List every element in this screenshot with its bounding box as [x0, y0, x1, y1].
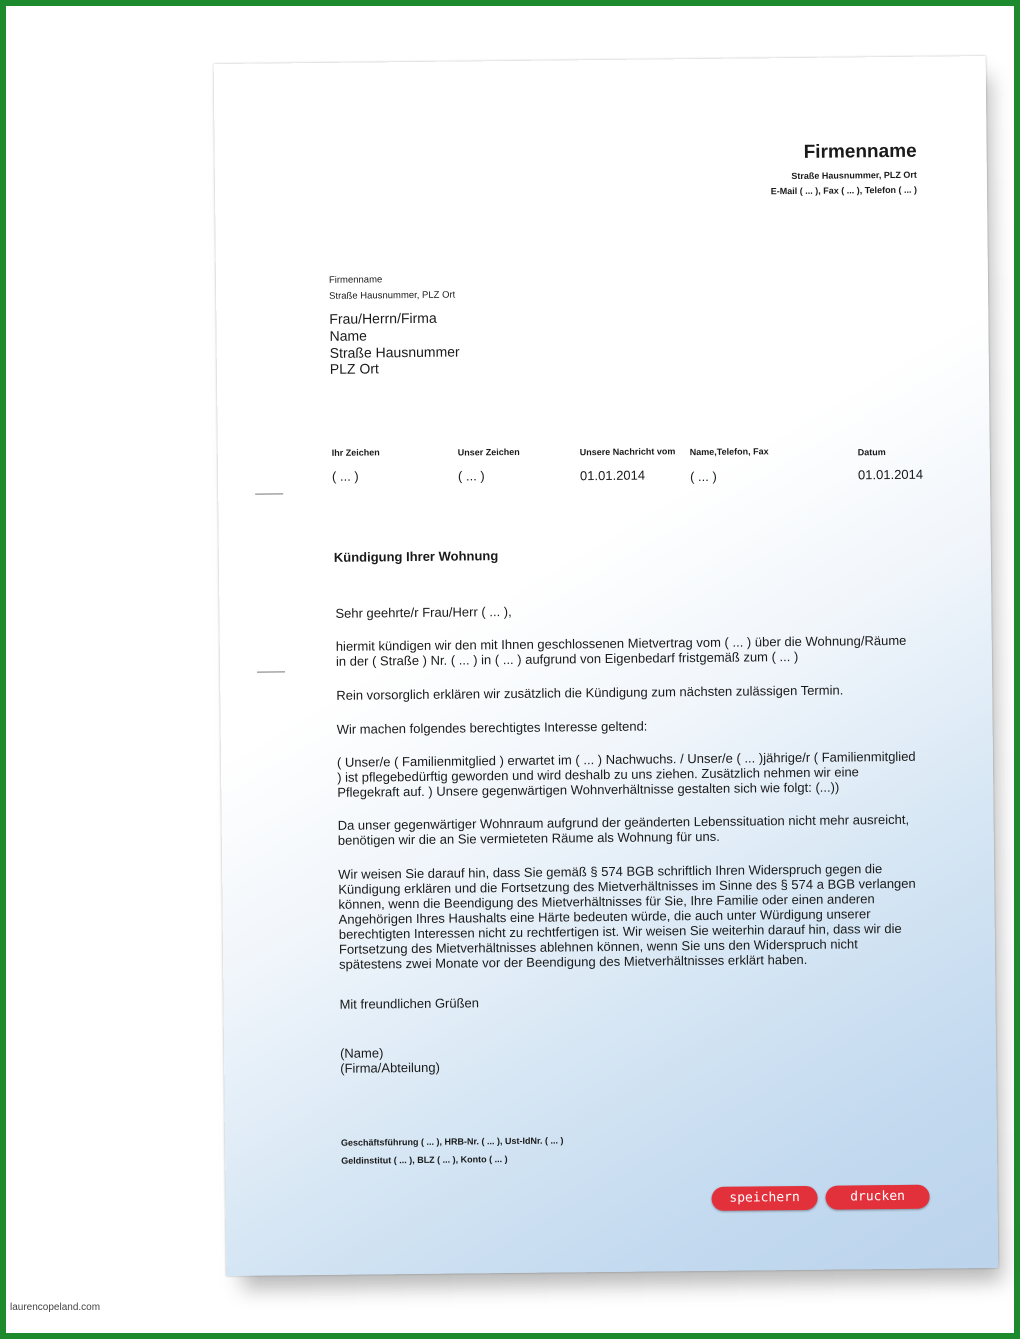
ref-label-unser-zeichen: Unser Zeichen: [457, 446, 520, 458]
save-button[interactable]: speichern: [711, 1186, 817, 1211]
letter-page: [214, 56, 999, 1276]
recipient-city: PLZ Ort: [329, 360, 379, 377]
ref-value-unser-zeichen: ( ... ): [457, 468, 485, 484]
recipient-name: Name: [329, 327, 367, 344]
ref-value-ihr-zeichen: ( ... ): [331, 468, 359, 484]
recipient-street: Straße Hausnummer: [329, 343, 460, 361]
fold-mark-middle: [257, 671, 285, 672]
watermark: laurencopeland.com: [10, 1302, 101, 1313]
signature-department: (Firma/Abteilung): [340, 1059, 440, 1076]
body-paragraph: ( Unser/e ( Familienmitglied ) erwartet im ( ... ) Nachwuchs. / Unser/e ( ... )jährige/r ( Familienmitglied ) ist pflegebedürftig geworden und wird deshalb zu uns ziehen. Zusätzlich nehmen wir eine Pflegekraft auf. ) Unsere gegenwärtigen Wohnverhältnisse gestalten sich wie folgt: (...)): [336, 748, 916, 800]
print-button[interactable]: drucken: [825, 1185, 929, 1210]
body-paragraph: hiermit kündigen wir den mit Ihnen geschlossenen Mietvertrag vom ( ... ) über die Wohnung/Räume in der ( Straße ) Nr. ( ... ) in ( ... ) aufgrund von Eigenbedarf fristgemäß zum ( ... ): [335, 632, 907, 669]
ref-label-name-telefon: Name,Telefon, Fax: [689, 446, 769, 458]
body-paragraph: Rein vorsorglich erklären wir zusätzlich die Kündigung zum nächsten zulässigen Termin.: [336, 682, 844, 703]
ref-value-datum: 01.01.2014: [857, 466, 924, 483]
sender-company: Firmenname: [328, 274, 383, 286]
sender-address: Straße Hausnummer, PLZ Ort: [329, 289, 456, 302]
letter-closing: Mit freundlichen Grüßen: [339, 995, 480, 1012]
letterhead-company-name: Firmenname: [803, 140, 917, 163]
letter-salutation: Sehr geehrte/r Frau/Herr ( ... ),: [335, 603, 512, 621]
ref-value-name-telefon: ( ... ): [689, 468, 717, 485]
ref-value-unsere-nachricht: 01.01.2014: [579, 467, 646, 484]
recipient-salutation: Frau/Herrn/Firma: [329, 309, 437, 327]
fold-mark-top: [255, 493, 283, 494]
body-paragraph: Wir weisen Sie darauf hin, dass Sie gemäß § 574 BGB schriftlich Ihren Widerspruch gegen die Kündigung erklären und die Fortsetzung des Mietverhältnisses im Sinne des § 574 a BGB verlangen können, wenn die Beendigung des Mietverhältnisses für Sie, Ihre Familie oder einen anderen Angehörigen Ihres Haushalts eine Härte bedeuten würde, die auch unter Würdigung unserer berechtigten Interessen nicht zu rechtfertigen ist. Wir weisen Sie weiterhin darauf hin, dass wir die Fortsetzung des Mietverhältnisses ablehnen können, wenn Sie uns den Widerspruch nicht spätestens zwei Monate vor der Beendigung des Mietverhältnisses erklärt haben.: [338, 861, 916, 972]
ref-label-unsere-nachricht: Unsere Nachricht vom: [579, 446, 676, 458]
signature-name: (Name): [339, 1045, 384, 1061]
letter-subject: Kündigung Ihrer Wohnung: [333, 548, 499, 565]
footer-registration: Geschäftsführung ( ... ), HRB-Nr. ( ... ), Ust-IdNr. ( ... ): [340, 1135, 564, 1148]
body-paragraph: Wir machen folgendes berechtigtes Interesse geltend:: [336, 718, 648, 737]
ref-label-ihr-zeichen: Ihr Zeichen: [331, 447, 380, 458]
ref-label-datum: Datum: [857, 447, 886, 458]
footer-bank: Geldinstitut ( ... ), BLZ ( ... ), Konto ( ... ): [341, 1154, 508, 1166]
letterhead-contact: E-Mail ( ... ), Fax ( ... ), Telefon ( ... ): [770, 184, 918, 197]
letterhead-address: Straße Hausnummer, PLZ Ort: [791, 169, 917, 182]
body-paragraph: Da unser gegenwärtiger Wohnraum aufgrund der geänderten Lebenssituation nicht mehr ausreicht, benötigen wir die an Sie vermieteten Räume als Wohnung für uns.: [337, 811, 910, 848]
